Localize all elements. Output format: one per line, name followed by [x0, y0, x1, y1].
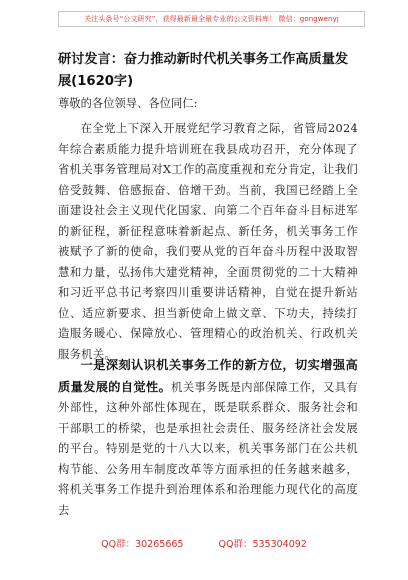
- paragraph-2-lead: 一是深刻认识机关事务工作的新方位，切实增强高质量发展的自觉性。: [58, 358, 358, 394]
- salutation: 尊敬的各位领导、各位同仁:: [58, 97, 198, 110]
- paragraph-2: [58, 355, 358, 521]
- paragraph-2-body: 机关事务既是内部保障工作，又具有外部性，这种外部性体现在，既是联系群众、服务社会和干部职工的桥梁，也是承担社会责任、服务经济社会发展的平台。特别是党的十八大以来，机关事务部门在公共机构节能、公务用车制度改革等方面承担的任务越来越多，将机关事务工作提升到治理体系和治理能力现代化的高度去: [58, 380, 358, 517]
- footer-qq-groups: [0, 536, 408, 550]
- footer-qq-group-2: QQ群：535304092: [218, 539, 307, 550]
- paragraph-1: 在全党上下深入开展党纪学习教育之际，省管局2024年综合素质能力提升培训班在我县成功召开，充分体现了省机关事务管理局对X工作的高度重视和充分肯定，让我们倍受鼓舞、倍感振奋、倍增干劲。当前，我国已经踏上全面建设社会主义现代化国家、向第二个百年奋斗目标进军的新征程，新征程意味着新起点、新任务，机关事务工作被赋予了新的使命，我们要从党的百年奋斗历程中汲取智慧和力量，弘扬伟大建党精神，全面贯彻党的二十大精神和习近平总书记考察四川重要讲话精神，自觉在提升新站位、适应新要求、担当新使命上做文章、下功夫，持续打造服务暖心、保障放心、管理精心的政治机关、行政机关服务机关。: [58, 122, 358, 361]
- document-title: 研讨发言：奋力推动新时代机关事务工作高质量发展(1620字): [58, 52, 349, 89]
- footer-qq-group-1: QQ群：30265665: [101, 539, 184, 550]
- header-notice: 关注头条号“公文研究”，获得最新最全最专业的公文资料库！ 微信：gongwenyj: [84, 15, 339, 23]
- header-notice-box: [58, 11, 365, 27]
